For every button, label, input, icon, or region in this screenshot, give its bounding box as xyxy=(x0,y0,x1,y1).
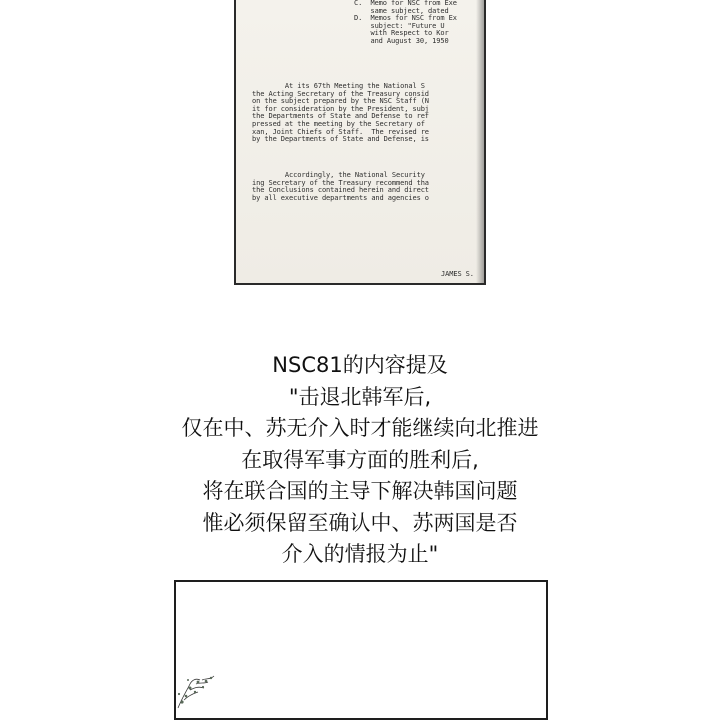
narration-line: NSC81的内容提及 xyxy=(272,353,448,377)
foliage-illustration xyxy=(176,670,236,710)
memo-line: C. Memo for NSC from Exe xyxy=(354,0,457,7)
document-paper xyxy=(236,0,486,283)
narration-line: "击退北韩军后, xyxy=(288,384,432,409)
paragraph-line: At its 67th Meeting the National S xyxy=(252,82,425,90)
memo-line: same subject, dated xyxy=(354,6,449,15)
paragraph-line: Accordingly, the National Security xyxy=(252,171,425,179)
narration-line: 在取得军事方面的胜利后, xyxy=(241,447,479,472)
memo-line: with Respect to Kor xyxy=(354,29,449,38)
paragraph-line: by the Departments of State and Defense, is xyxy=(252,135,429,144)
narration-line: 惟必须保留至确认中、苏两国是否 xyxy=(202,510,518,535)
document-panel xyxy=(234,0,486,285)
memo-line: subject: "Future U xyxy=(354,21,445,30)
paragraph-line: on the subject prepared by the NSC Staff (N xyxy=(252,97,429,106)
narration-line: 介入的情报为止" xyxy=(281,542,439,566)
narration-line: 将在联合国的主导下解决韩国问题 xyxy=(202,479,518,503)
document-paragraph-2 xyxy=(252,172,429,202)
paragraph-line: ing Secretary of the Treasury recommend tha xyxy=(252,178,429,187)
document-memo-list xyxy=(354,0,457,46)
next-panel xyxy=(174,580,548,720)
paragraph-line: the Conclusions contained herein and direct xyxy=(252,186,429,195)
memo-line: D. Memos for NSC from Ex xyxy=(354,14,457,23)
document-edge-shadow xyxy=(476,0,484,283)
narration-text xyxy=(0,350,720,571)
paragraph-line: it for consideration by the President, subj xyxy=(252,104,429,113)
paragraph-line: xan, Joint Chiefs of Staff. The revised re xyxy=(252,127,429,136)
paragraph-line: the Departments of State and Defense to ref xyxy=(252,112,429,121)
paragraph-line: by all executive departments and agencies o xyxy=(252,193,429,202)
narration-line: 仅在中、苏无介入时才能继续向北推进 xyxy=(181,416,539,440)
paragraph-line: the Acting Secretary of the Treasury consid xyxy=(252,89,429,98)
document-signature: JAMES S. xyxy=(441,270,474,278)
memo-line: and August 30, 1950 xyxy=(354,36,449,45)
paragraph-line: pressed at the meeting by the Secretary of xyxy=(252,119,425,128)
document-paragraph-1 xyxy=(252,83,429,144)
